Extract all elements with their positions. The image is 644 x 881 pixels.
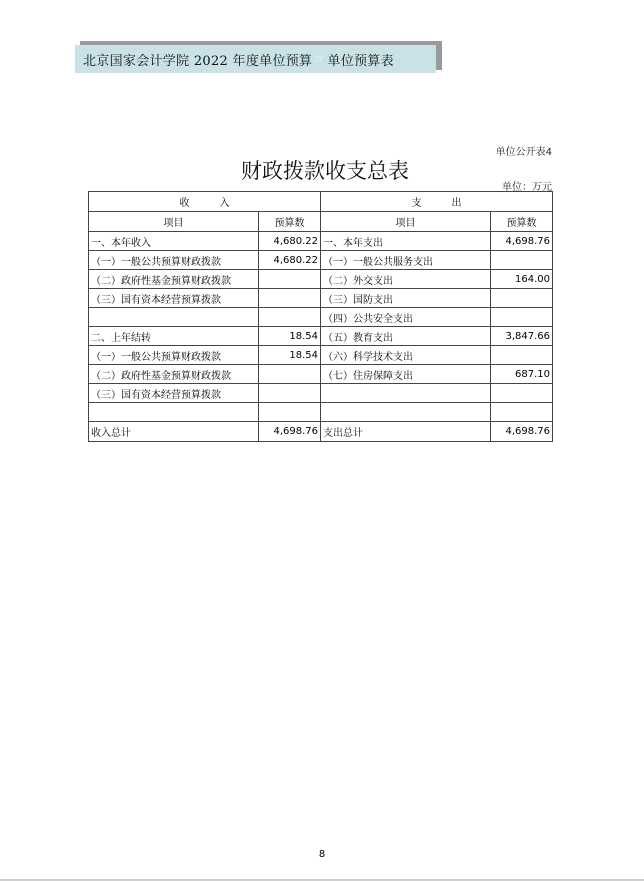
income-item-cell: （二）政府性基金预算财政拨款 <box>89 365 259 384</box>
expense-amount-cell: 3,847.66 <box>491 327 553 346</box>
income-amount-cell <box>259 403 321 422</box>
expense-item-cell <box>321 403 491 422</box>
expense-amount-cell <box>491 308 553 327</box>
income-item-cell <box>89 308 259 327</box>
col-header-budget2: 预算数 <box>491 212 553 232</box>
expense-item-cell: 一、本年支出 <box>321 232 491 251</box>
income-amount-cell <box>259 384 321 403</box>
expense-item-cell: （四）公共安全支出 <box>321 308 491 327</box>
income-item-cell: 收入总计 <box>89 422 259 442</box>
expense-amount-cell: 164.00 <box>491 270 553 289</box>
col-header-budget: 预算数 <box>259 212 321 232</box>
header-subtitle: 单位预算表 <box>327 53 394 69</box>
header-title: 北京国家会计学院 2022 年度单位预算 <box>83 53 313 69</box>
budget-table <box>88 191 553 442</box>
income-section-header: 收 入 <box>89 192 321 212</box>
expense-amount-cell <box>491 346 553 365</box>
table-row <box>89 308 553 327</box>
table-row <box>89 384 553 403</box>
expense-amount-cell <box>491 403 553 422</box>
income-amount-cell <box>259 289 321 308</box>
income-amount-cell <box>259 308 321 327</box>
income-amount-cell: 18.54 <box>259 346 321 365</box>
income-item-cell: （一）一般公共预算财政拨款 <box>89 251 259 270</box>
income-amount-cell <box>259 270 321 289</box>
income-amount-cell: 4,698.76 <box>259 422 321 442</box>
expense-amount-cell: 4,698.76 <box>491 422 553 442</box>
expense-item-cell: （七）住房保障支出 <box>321 365 491 384</box>
table-row <box>89 289 553 308</box>
table-row <box>89 365 553 384</box>
table-row <box>89 270 553 289</box>
col-header-item2: 项目 <box>321 212 491 232</box>
expense-amount-cell <box>491 289 553 308</box>
col-header-item: 项目 <box>89 212 259 232</box>
table-row <box>89 403 553 422</box>
income-amount-cell: 4,680.22 <box>259 232 321 251</box>
header-ornament: ☞ <box>314 52 326 66</box>
table-row <box>89 327 553 346</box>
income-item-cell <box>89 403 259 422</box>
income-amount-cell: 18.54 <box>259 327 321 346</box>
expense-section-header: 支 出 <box>321 192 553 212</box>
expense-amount-cell: 687.10 <box>491 365 553 384</box>
income-amount-cell: 4,680.22 <box>259 251 321 270</box>
expense-item-cell: （五）教育支出 <box>321 327 491 346</box>
expense-item-cell: （三）国防支出 <box>321 289 491 308</box>
income-item-cell: 一、本年收入 <box>89 232 259 251</box>
expense-amount-cell <box>491 251 553 270</box>
page-title: 财政拨款收支总表 <box>241 159 409 183</box>
expense-item-cell: （一）一般公共服务支出 <box>321 251 491 270</box>
income-item-cell: （一）一般公共预算财政拨款 <box>89 346 259 365</box>
income-item-cell: （三）国有资本经营预算拨款 <box>89 384 259 403</box>
expense-amount-cell: 4,698.76 <box>491 232 553 251</box>
income-item-cell: 二、上年结转 <box>89 327 259 346</box>
income-item-cell: （二）政府性基金预算财政拨款 <box>89 270 259 289</box>
expense-item-cell: （二）外交支出 <box>321 270 491 289</box>
income-item-cell: （三）国有资本经营预算拨款 <box>89 289 259 308</box>
expense-item-cell: （六）科学技术支出 <box>321 346 491 365</box>
table-tag: 单位公开表4 <box>495 147 552 158</box>
unit-label: 单位：万元 <box>502 182 552 193</box>
table-row <box>89 346 553 365</box>
table-row <box>89 422 553 442</box>
table-row <box>89 251 553 270</box>
header-banner <box>75 45 436 73</box>
table-row <box>89 232 553 251</box>
expense-item-cell: 支出总计 <box>321 422 491 442</box>
expense-amount-cell <box>491 384 553 403</box>
page-number: 8 <box>318 849 326 860</box>
expense-item-cell <box>321 384 491 403</box>
income-amount-cell <box>259 365 321 384</box>
